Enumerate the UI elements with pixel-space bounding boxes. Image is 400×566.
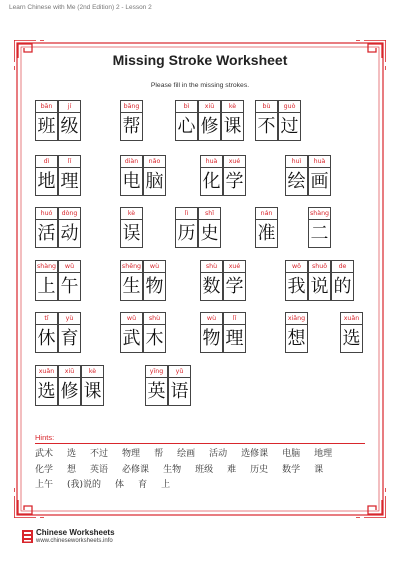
character-cell <box>175 207 198 248</box>
hanzi-box[interactable]: 过 <box>278 113 301 141</box>
hanzi-box[interactable]: 不 <box>255 113 278 141</box>
pinyin-box: xuǎn <box>35 365 58 378</box>
hanzi-box[interactable]: 地 <box>35 168 58 196</box>
character-group <box>340 312 363 353</box>
pinyin-box: wù <box>200 312 223 325</box>
character-cell <box>35 207 58 248</box>
hanzi-box[interactable]: 修 <box>58 378 81 406</box>
hanzi-box[interactable]: 课 <box>81 378 104 406</box>
hint-word: 选修课 <box>241 449 269 459</box>
character-cell <box>223 260 246 301</box>
character-cell <box>143 260 166 301</box>
character-cell <box>143 312 166 353</box>
hanzi-box[interactable]: 历 <box>175 220 198 248</box>
hanzi-box[interactable]: 二 <box>308 220 331 248</box>
page-header: Learn Chinese with Me (2nd Edition) 2 - Lesson 2 <box>9 4 152 11</box>
pinyin-box: bān <box>35 100 58 113</box>
hanzi-box[interactable]: 英 <box>145 378 168 406</box>
hint-word: 电脑 <box>282 449 301 459</box>
hanzi-box[interactable]: 绘 <box>285 168 308 196</box>
pinyin-box: guò <box>278 100 301 113</box>
hint-word: 历史 <box>250 464 269 475</box>
hint-word: 化学 <box>35 464 54 475</box>
pinyin-box: kè <box>81 365 104 378</box>
character-group <box>145 365 191 406</box>
pinyin-box: nǎo <box>143 155 166 168</box>
pinyin-box: shàng <box>35 260 58 273</box>
character-cell <box>120 207 143 248</box>
character-group <box>255 100 301 141</box>
character-group <box>35 365 104 406</box>
pinyin-box: bāng <box>120 100 143 113</box>
pinyin-box: lì <box>175 207 198 220</box>
hanzi-box[interactable]: 木 <box>143 325 166 353</box>
pinyin-box: de <box>331 260 354 273</box>
hanzi-box[interactable]: 帮 <box>120 113 143 141</box>
character-cell <box>223 155 246 196</box>
hint-word: 上 <box>161 480 171 490</box>
pinyin-box: xuǎn <box>340 312 363 325</box>
hanzi-box[interactable]: 说 <box>308 273 331 301</box>
hint-word: 帮 <box>154 449 164 459</box>
hanzi-box[interactable]: 理 <box>223 325 246 353</box>
character-cell <box>143 155 166 196</box>
hint-word: 数学 <box>282 464 301 475</box>
character-cell <box>58 365 81 406</box>
hanzi-box[interactable]: 班 <box>35 113 58 141</box>
hint-word: 不过 <box>90 449 109 459</box>
hanzi-box[interactable]: 上 <box>35 273 58 301</box>
pinyin-box: wǔ <box>58 260 81 273</box>
hint-word: 必修课 <box>122 464 150 475</box>
character-cell <box>255 100 278 141</box>
hint-word: 选 <box>67 449 77 459</box>
hanzi-box[interactable]: 误 <box>120 220 143 248</box>
hanzi-box[interactable]: 级 <box>58 113 81 141</box>
character-cell <box>285 155 308 196</box>
character-cell <box>223 312 246 353</box>
character-cell <box>58 312 81 353</box>
pinyin-box: bì <box>175 100 198 113</box>
hanzi-box[interactable]: 课 <box>221 113 244 141</box>
character-cell <box>120 312 143 353</box>
pinyin-box: xiǎng <box>285 312 308 325</box>
pinyin-box: dòng <box>58 207 81 220</box>
hanzi-box[interactable]: 生 <box>120 273 143 301</box>
pinyin-box: wù <box>143 260 166 273</box>
hints-divider <box>35 443 365 444</box>
character-group <box>35 100 81 141</box>
character-group <box>35 312 81 353</box>
pinyin-box: jí <box>58 100 81 113</box>
character-cell <box>278 100 301 141</box>
hints-list <box>35 447 365 494</box>
hanzi-box[interactable]: 的 <box>331 273 354 301</box>
character-group <box>175 100 244 141</box>
pinyin-box: huì <box>285 155 308 168</box>
hanzi-box[interactable]: 午 <box>58 273 81 301</box>
character-cell <box>331 260 354 301</box>
page-title: Missing Stroke Worksheet <box>112 52 288 68</box>
character-group <box>200 312 246 353</box>
character-cell <box>255 207 278 248</box>
pinyin-box: wǔ <box>120 312 143 325</box>
character-cell <box>308 260 331 301</box>
hanzi-box[interactable]: 想 <box>285 325 308 353</box>
hint-word: 想 <box>67 464 77 475</box>
pinyin-box: huà <box>200 155 223 168</box>
instructions: Please fill in the missing strokes. <box>150 82 250 89</box>
character-group <box>35 155 81 196</box>
character-cell <box>285 312 308 353</box>
hint-word: 生物 <box>163 464 182 475</box>
hint-word: 课 <box>314 464 324 475</box>
footer-brand: Chinese Worksheets <box>36 528 115 537</box>
hanzi-box[interactable]: 学 <box>223 273 246 301</box>
hanzi-box[interactable]: 活 <box>35 220 58 248</box>
pinyin-box: shù <box>200 260 223 273</box>
pinyin-box: diàn <box>120 155 143 168</box>
hanzi-box[interactable]: 育 <box>58 325 81 353</box>
character-cell <box>198 100 221 141</box>
hanzi-box[interactable]: 物 <box>200 325 223 353</box>
pinyin-box: dì <box>35 155 58 168</box>
character-cell <box>175 100 198 141</box>
hint-word: 武术 <box>35 449 54 459</box>
hanzi-box[interactable]: 选 <box>340 325 363 353</box>
character-cell <box>221 100 244 141</box>
hanzi-box[interactable]: 动 <box>58 220 81 248</box>
character-cell <box>145 365 168 406</box>
character-cell <box>58 100 81 141</box>
hanzi-box[interactable]: 武 <box>120 325 143 353</box>
hanzi-box[interactable]: 准 <box>255 220 278 248</box>
pinyin-box: nán <box>255 207 278 220</box>
character-cell <box>35 365 58 406</box>
character-group <box>200 260 246 301</box>
hanzi-box[interactable]: 物 <box>143 273 166 301</box>
pinyin-box: tǐ <box>35 312 58 325</box>
pinyin-box: yù <box>58 312 81 325</box>
character-group <box>120 100 143 141</box>
character-cell <box>200 312 223 353</box>
pinyin-box: bù <box>255 100 278 113</box>
character-cell <box>58 155 81 196</box>
character-cell <box>120 155 143 196</box>
hanzi-box[interactable]: 心 <box>175 113 198 141</box>
pinyin-box: lǐ <box>223 312 246 325</box>
hint-word: 体 <box>115 480 125 490</box>
character-group <box>200 155 246 196</box>
hint-word: 英语 <box>90 464 109 475</box>
pinyin-box: xiū <box>198 100 221 113</box>
footer-url: www.chineseworksheets.info <box>36 538 113 544</box>
pinyin-box: xué <box>223 155 246 168</box>
character-group <box>285 312 308 353</box>
character-cell <box>308 207 331 248</box>
character-cell <box>120 260 143 301</box>
character-cell <box>81 365 104 406</box>
pinyin-box: xué <box>223 260 246 273</box>
character-cell <box>198 207 221 248</box>
character-cell <box>200 260 223 301</box>
pinyin-box: wǒ <box>285 260 308 273</box>
pinyin-box: shàng <box>308 207 331 220</box>
character-group <box>35 260 81 301</box>
hanzi-box[interactable]: 史 <box>198 220 221 248</box>
character-group <box>175 207 221 248</box>
character-cell <box>35 312 58 353</box>
hint-word: 班级 <box>195 464 214 475</box>
hanzi-box[interactable]: 数 <box>200 273 223 301</box>
pinyin-box: shuō <box>308 260 331 273</box>
hint-word: 绘画 <box>177 449 196 459</box>
hanzi-box[interactable]: 学 <box>223 168 246 196</box>
hint-word: 上午 <box>35 480 54 490</box>
pinyin-box: xiū <box>58 365 81 378</box>
character-group <box>308 207 331 248</box>
character-group <box>285 155 331 196</box>
character-group <box>120 312 166 353</box>
character-cell <box>35 100 58 141</box>
hanzi-box[interactable]: 休 <box>35 325 58 353</box>
character-cell <box>200 155 223 196</box>
hints-label: Hints: <box>35 433 55 442</box>
character-group <box>285 260 354 301</box>
pinyin-box: shǐ <box>198 207 221 220</box>
character-group <box>120 155 166 196</box>
character-group <box>120 207 143 248</box>
hanzi-box[interactable]: 画 <box>308 168 331 196</box>
hanzi-box[interactable]: 电 <box>120 168 143 196</box>
character-cell <box>168 365 191 406</box>
character-group <box>35 207 81 248</box>
hint-word: 难 <box>227 464 237 475</box>
hint-word: 活动 <box>209 449 228 459</box>
chinese-worksheets-logo-icon <box>22 530 33 543</box>
hanzi-box[interactable]: 选 <box>35 378 58 406</box>
hanzi-box[interactable]: 修 <box>198 113 221 141</box>
character-cell <box>58 260 81 301</box>
character-group <box>255 207 278 248</box>
character-cell <box>340 312 363 353</box>
character-cell <box>120 100 143 141</box>
hanzi-box[interactable]: 我 <box>285 273 308 301</box>
pinyin-box: kè <box>221 100 244 113</box>
hint-word: (我)说的 <box>67 480 102 490</box>
hanzi-box[interactable]: 语 <box>168 378 191 406</box>
hanzi-box[interactable]: 理 <box>58 168 81 196</box>
pinyin-box: shù <box>143 312 166 325</box>
hint-word: 物理 <box>122 449 141 459</box>
pinyin-box: kè <box>120 207 143 220</box>
pinyin-box: lǐ <box>58 155 81 168</box>
pinyin-box: shēng <box>120 260 143 273</box>
character-cell <box>58 207 81 248</box>
character-cell <box>35 260 58 301</box>
character-group <box>120 260 166 301</box>
pinyin-box: yǔ <box>168 365 191 378</box>
character-cell <box>285 260 308 301</box>
pinyin-box: huà <box>308 155 331 168</box>
hint-word: 育 <box>138 480 148 490</box>
hanzi-box[interactable]: 化 <box>200 168 223 196</box>
character-cell <box>308 155 331 196</box>
pinyin-box: yīng <box>145 365 168 378</box>
hanzi-box[interactable]: 脑 <box>143 168 166 196</box>
character-cell <box>35 155 58 196</box>
pinyin-box: huó <box>35 207 58 220</box>
hint-word: 地理 <box>314 449 333 459</box>
